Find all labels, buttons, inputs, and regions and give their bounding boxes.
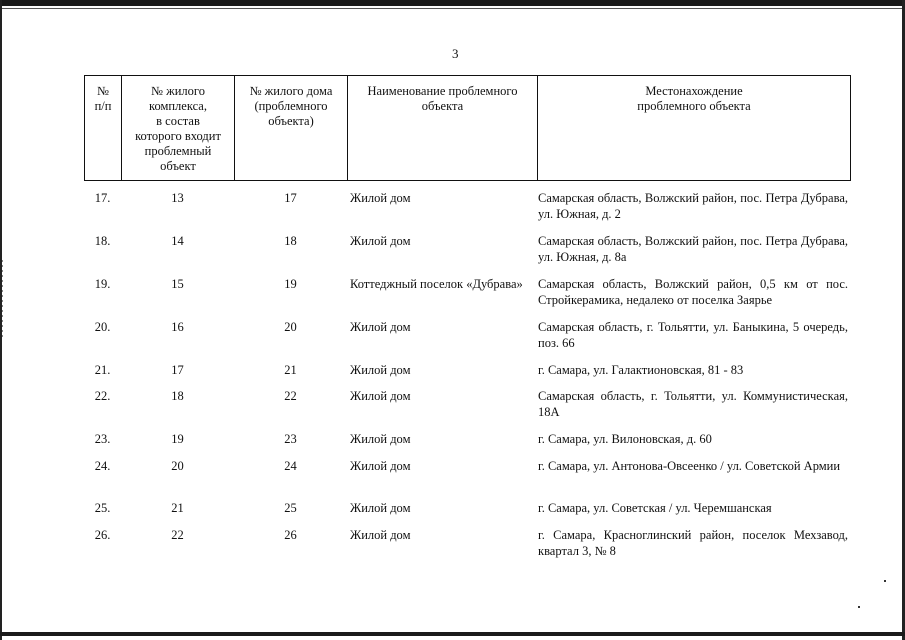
row-location: г. Самара, ул. Галактионовская, 81 - 83 (538, 363, 744, 377)
row-name: Жилой дом (350, 528, 411, 542)
row-complex: 19 (171, 432, 184, 446)
row-location: Самарская область, г. Тольятти, ул. Коммунистическая, 18А (538, 389, 848, 419)
row-location: Самарская область, Волжский район, пос. Петра Дубрава, ул. Южная, д. 2 (538, 191, 848, 221)
scan-edge-top (0, 0, 905, 6)
row-complex: 20 (171, 459, 184, 473)
header-name: Наименование проблемного объекта (348, 76, 538, 181)
row-name: Жилой дом (350, 234, 411, 248)
row-house: 22 (284, 389, 297, 403)
row-location: г. Самара, ул. Советская / ул. Черемшанская (538, 501, 772, 515)
row-location: г. Самара, ул. Антонова-Овсеенко / ул. Советской Армии (538, 459, 841, 473)
row-num: 19. (94, 277, 111, 291)
row-house: 19 (284, 277, 297, 291)
row-num: 21. (94, 363, 111, 377)
row-complex: 13 (171, 191, 184, 205)
row-num: 25. (94, 501, 111, 515)
row-house: 25 (284, 501, 297, 515)
row-house: 17 (284, 191, 297, 205)
row-house: 18 (284, 234, 297, 248)
row-num: 26. (94, 528, 111, 542)
row-num: 18. (94, 234, 111, 248)
scan-edge-top-inner (0, 8, 905, 9)
row-complex: 15 (171, 277, 184, 291)
scan-binding-marks (2, 260, 3, 340)
row-name: Жилой дом (350, 363, 411, 377)
table-header (84, 75, 851, 181)
row-house: 26 (284, 528, 297, 542)
row-name: Жилой дом (350, 501, 411, 515)
row-complex: 16 (171, 320, 184, 334)
header-complex: № жилого комплекса, в состав которого входит проблемный объект (122, 76, 235, 181)
row-name: Жилой дом (350, 432, 411, 446)
row-num: 20. (94, 320, 111, 334)
row-num: 23. (94, 432, 111, 446)
scan-speck (884, 580, 886, 582)
row-num: 22. (94, 389, 111, 403)
row-num: 17. (94, 191, 111, 205)
header-house: № жилого дома (проблемного объекта) (235, 76, 348, 181)
row-name: Коттеджный поселок «Дубрава» (350, 277, 523, 291)
scan-speck (858, 606, 860, 608)
row-location: Самарская область, Волжский район, пос. Петра Дубрава, ул. Южная, д. 8а (538, 234, 848, 264)
page-number: 3 (452, 46, 459, 61)
row-complex: 14 (171, 234, 184, 248)
row-name: Жилой дом (350, 320, 411, 334)
row-complex: 21 (171, 501, 184, 515)
row-house: 21 (284, 363, 297, 377)
row-location: г. Самара, Красноглинский район, поселок Мехзавод, квартал 3, № 8 (538, 528, 848, 558)
row-location: Самарская область, Волжский район, 0,5 км от пос. Стройкерамика, недалеко от поселка Заярье (538, 277, 848, 307)
row-house: 20 (284, 320, 297, 334)
row-name: Жилой дом (350, 459, 411, 473)
scan-edge-bottom (0, 632, 905, 636)
row-name: Жилой дом (350, 191, 411, 205)
row-complex: 22 (171, 528, 184, 542)
row-complex: 17 (171, 363, 184, 377)
header-location: Местонахождение проблемного объекта (538, 76, 851, 181)
row-location: Самарская область, г. Тольятти, ул. Баныкина, 5 очередь, поз. 66 (538, 320, 848, 350)
row-house: 24 (284, 459, 297, 473)
header-num: № п/п (85, 76, 122, 181)
row-complex: 18 (171, 389, 184, 403)
row-house: 23 (284, 432, 297, 446)
row-num: 24. (94, 459, 111, 473)
row-location: г. Самара, ул. Вилоновская, д. 60 (538, 432, 712, 446)
row-name: Жилой дом (350, 389, 411, 403)
